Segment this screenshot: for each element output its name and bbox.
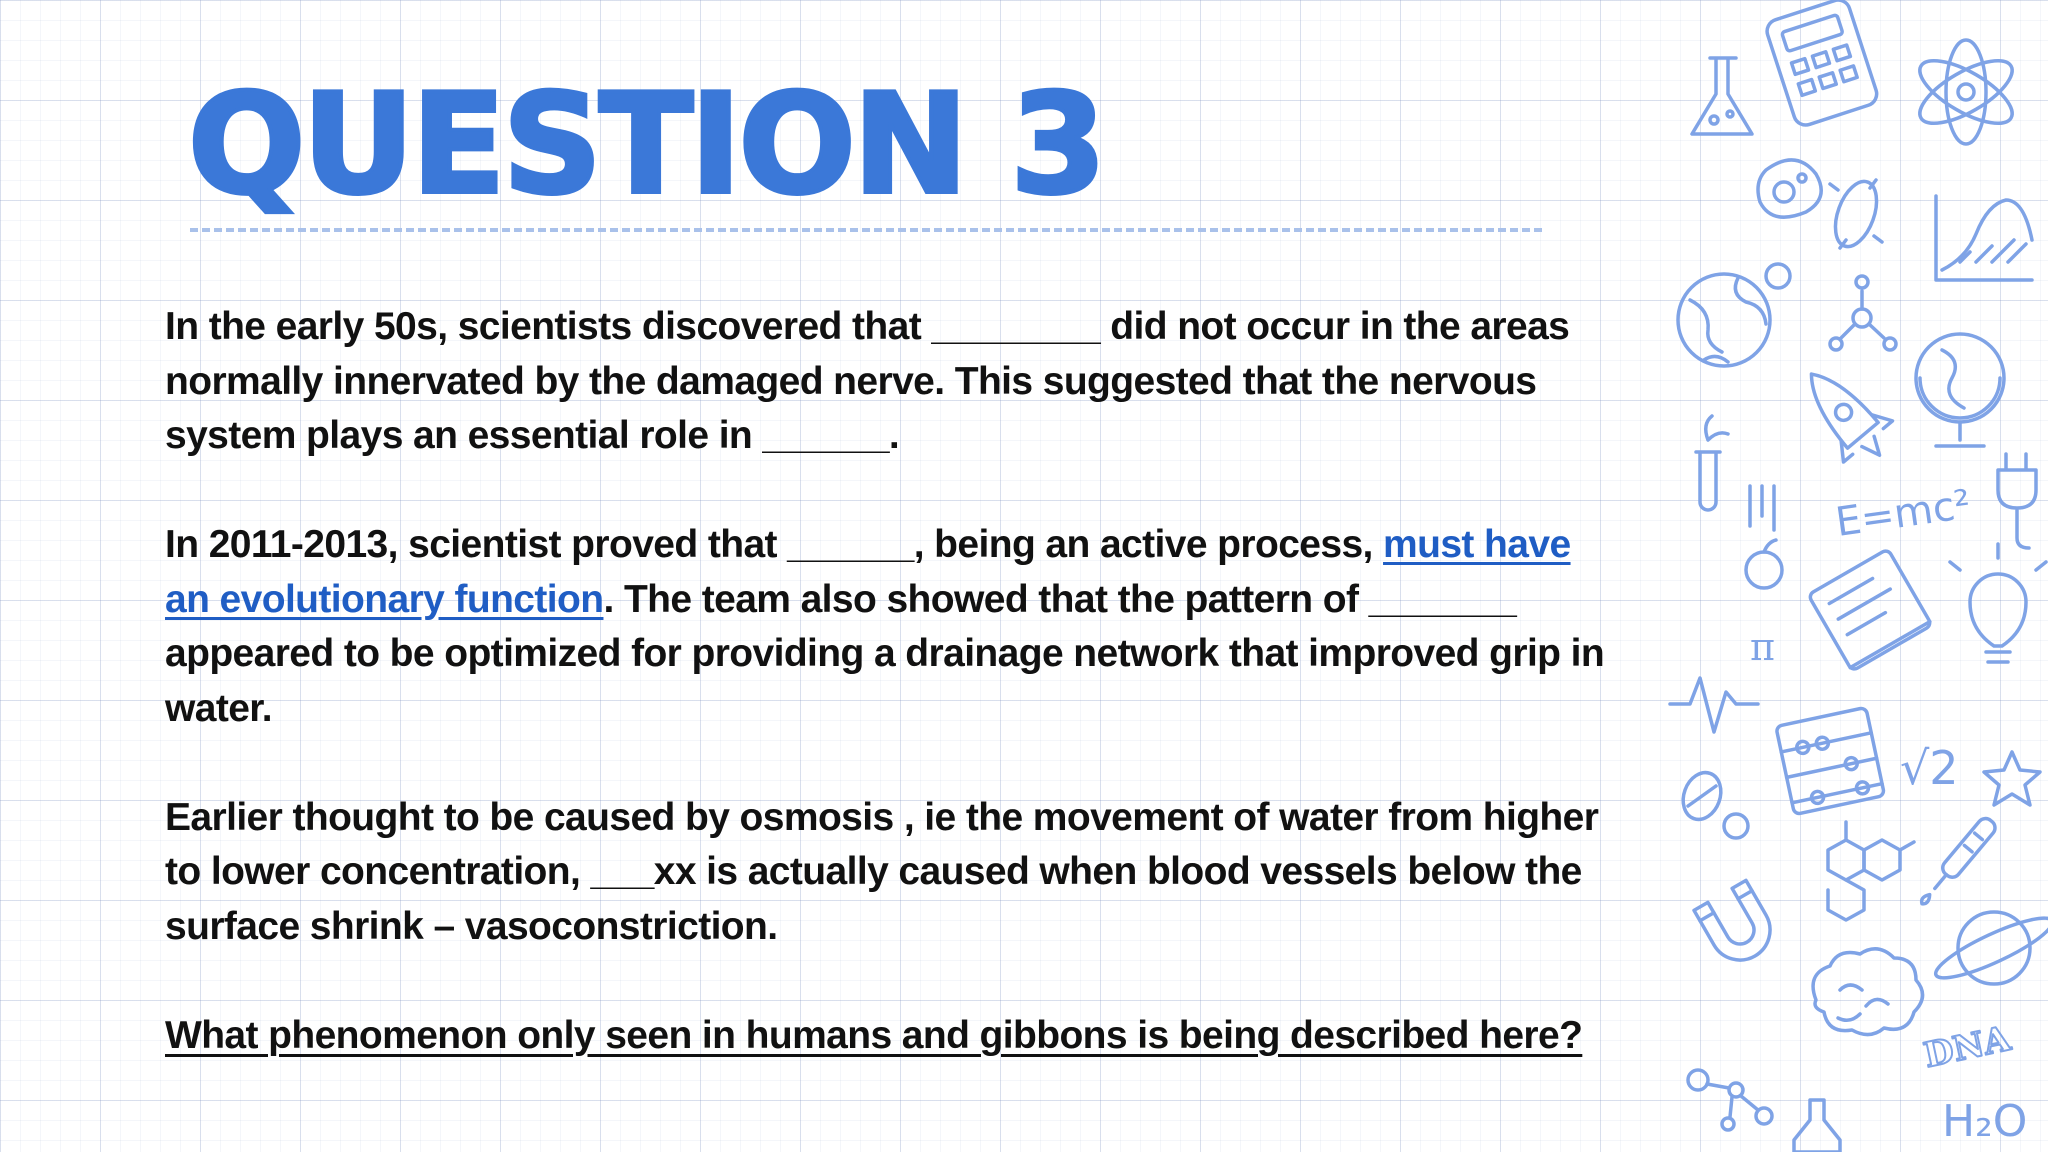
molecule-chain-icon — [1688, 1070, 1772, 1130]
question-prompt — [165, 1009, 1625, 1064]
heartbeat-icon — [1670, 678, 1758, 732]
pill-icon — [1677, 767, 1748, 838]
lightbulb-icon — [1950, 544, 2046, 662]
hexagon-molecule-icon — [1828, 822, 1914, 920]
magnet-icon — [1694, 880, 1781, 971]
pipette-icon — [1915, 815, 1998, 909]
molecule-icon — [1830, 276, 1896, 350]
evolutionary-function-link[interactable]: must have an evolutionary function — [165, 523, 1571, 621]
calculator-icon — [1764, 0, 1880, 128]
bottle-icon — [1794, 1100, 1840, 1152]
chart-icon — [1936, 196, 2032, 280]
paragraph-2-after-link: . The team also showed that the pattern of _______ appeared to be optimized for providing a drainage network that improved grip in water. — [165, 577, 1605, 730]
equation-emc2: E=mc² — [1832, 481, 1974, 546]
water-formula: H₂O — [1942, 1096, 2028, 1147]
planet-icon — [1930, 908, 2048, 987]
rocket-icon — [1787, 353, 1904, 475]
abacus-icon — [1776, 707, 1885, 814]
paragraph-3-text: Earlier thought to be caused by osmosis , ie the movement of water from higher to lower concentration, ___xx is actually caused when blood vessels below the surface shrink – vasoconstriction. — [165, 795, 1599, 948]
paragraph-1 — [165, 300, 1625, 464]
sqrt2-symbol: √2 — [1900, 741, 1959, 795]
paragraph-1-text: In the early 50s, scientists discovered that ________ did not occur in the areas normally innervated by the damaged nerve. This suggested that the nervous system plays an essential role in ______. — [165, 305, 1570, 457]
question-body — [165, 300, 1625, 1063]
plug-icon — [1998, 454, 2036, 548]
microbe-icon — [1758, 160, 1885, 252]
atom-icon — [1911, 40, 2021, 144]
dna-label: DNA — [1920, 1018, 2014, 1077]
question-prompt-text: What phenomenon only seen in humans and gibbons is being described here? — [165, 1013, 1583, 1057]
science-doodles — [1660, 0, 2048, 1152]
paragraph-3 — [165, 791, 1625, 955]
globe-icon — [1678, 264, 1790, 366]
brain-icon — [1813, 949, 1922, 1035]
desk-globe-icon — [1916, 334, 2004, 446]
page-title: QUESTION 3 — [188, 64, 1104, 225]
test-tube-icon — [1696, 416, 1728, 510]
star-icon — [1984, 752, 2040, 805]
paragraph-2 — [165, 518, 1625, 736]
title-divider — [190, 228, 1542, 232]
flask-icon — [1692, 58, 1752, 134]
paragraph-2-before-link: In 2011-2013, scientist proved that ______, being an active process, — [165, 523, 1384, 566]
pi-symbol: π — [1750, 625, 1775, 669]
apple-icon — [1746, 486, 1782, 588]
book-icon — [1808, 549, 1932, 671]
